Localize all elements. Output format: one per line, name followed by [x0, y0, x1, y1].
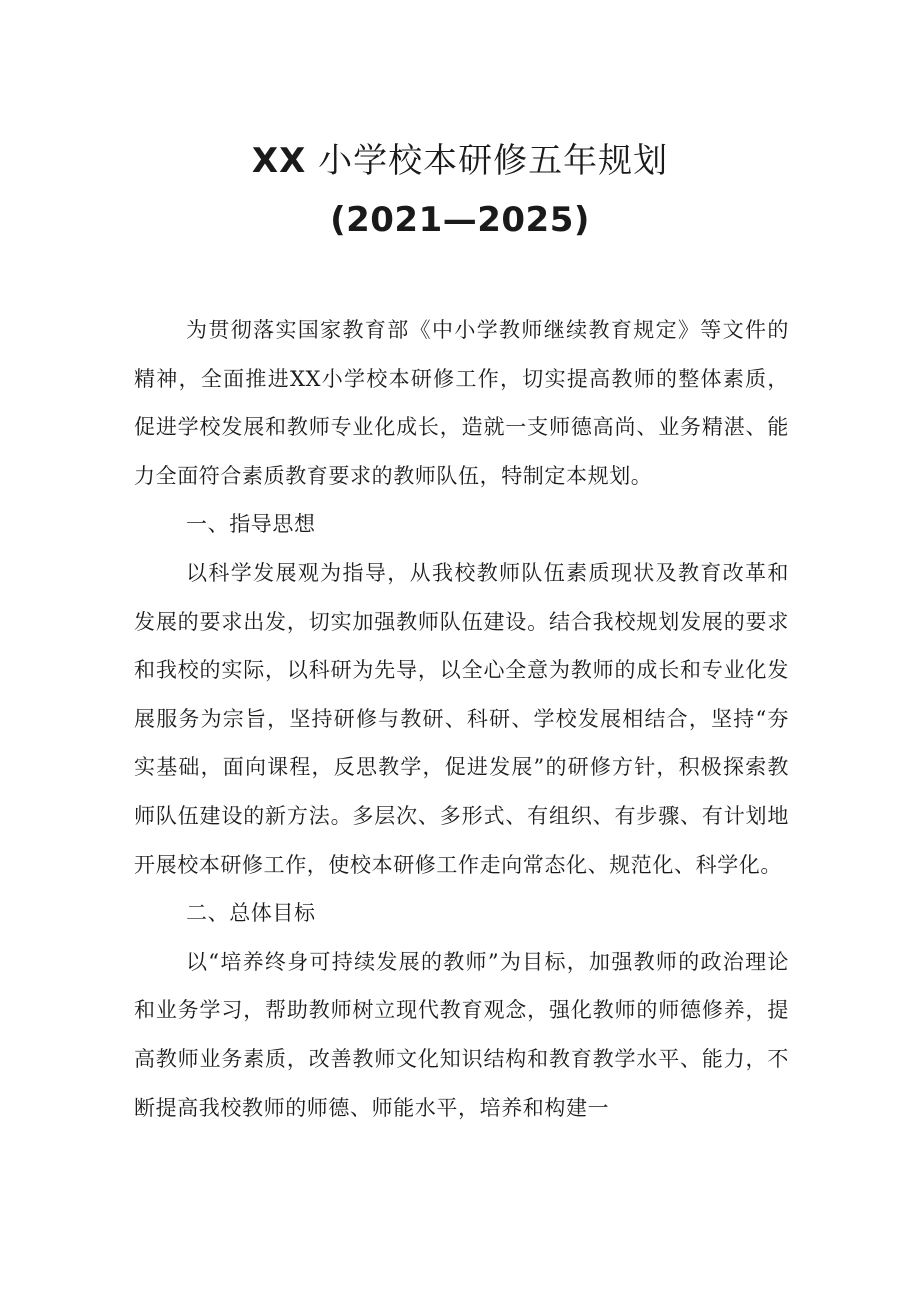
title-prefix: XX [251, 141, 307, 181]
title-text: 小学校本研修五年规划 [306, 141, 669, 181]
intro-paragraph: 为贯彻落实国家教育部《中小学教师继续教育规定》等文件的精神，全面推进XX小学校本研修工作，切实提高教师的整体素质，促进学校发展和教师专业化成长，造就一支师德高尚、业务精湛、能力全面符合素质教育要求的教师队伍，特制定本规划。 [134, 318, 789, 488]
section-heading-guiding-ideology: 一、指导思想 [186, 512, 316, 537]
document-body [134, 306, 789, 1132]
document-title [0, 133, 920, 182]
overall-goals-paragraph: 以“培养终身可持续发展的教师”为目标，加强教师的政治理论和业务学习，帮助教师树立现代教育观念，强化教师的师德修养，提高教师业务素质，改善教师文化知识结构和教育教学水平、能力，不断提高我校教师的师德、师能水平，培养和构建一 [134, 949, 789, 1120]
guiding-ideology-paragraph: 以科学发展观为指导，从我校教师队伍素质现状及教育改革和发展的要求出发，切实加强教师队伍建设。结合我校规划发展的要求和我校的实际，以科研为先导，以全心全意为教师的成长和专业化发展服务为宗旨，坚持研修与教研、科研、学校发展相结合，坚持“夯实基础，面向课程，反思教学，促进发展”的研修方针，积极探索教师队伍建设的新方法。多层次、多形式、有组织、有步骤、有计划地开展校本研修工作，使校本研修工作走向常态化、规范化、科学化。 [134, 560, 789, 877]
section-heading-overall-goals: 二、总体目标 [186, 901, 316, 926]
document-subtitle: (2021—2025) [330, 200, 590, 240]
